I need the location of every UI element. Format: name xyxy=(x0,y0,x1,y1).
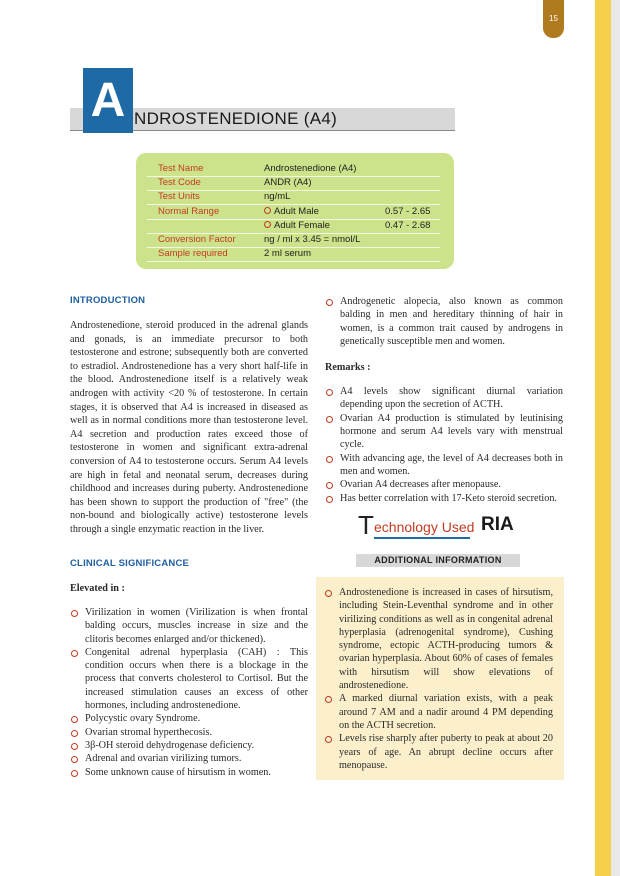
page-edge xyxy=(611,0,620,876)
list-item xyxy=(325,452,563,479)
list-item-text: 3β-OH steroid dehydrogenase deficiency. xyxy=(85,739,255,751)
right-column-top xyxy=(325,295,563,505)
bullet-icon xyxy=(71,743,78,750)
elevated-label: Elevated in : xyxy=(70,583,125,594)
title-initial: A xyxy=(83,68,133,133)
introduction-text: Androstenedione, steroid produced in the adrenal glands and gonads, is an immediate precursor to both testosterone and estrone; subsequently both are converted to estradiol. Androstenedione has a very short half-life in the blood. Androstenedione itself is a relatively weak androgen with activity <20 % of testosterone. In certain stages, it is observed that A4 is increased in diseased as well as in normal conditions more than testosterone level. A4 secretion and production rates exceed those of testosterone in women and significant extra-adrenal conversion of A4 to testosterone occurs. Serum A4 levels are high in fetal and neonatal serum, decreases during childhood and increases during puberty. Androstenedione has been shown to support the production of "free" (the non-bound and biologically active) testosterone levels through a single enzymatic reaction in the liver. xyxy=(70,320,308,535)
technology-initial: T xyxy=(358,510,374,540)
list-item xyxy=(325,412,563,452)
list-item xyxy=(70,712,308,725)
list-item xyxy=(70,739,308,752)
info-key: Normal Range xyxy=(158,205,220,217)
page-number: 15 xyxy=(543,0,564,38)
list-item xyxy=(70,646,308,712)
info-row xyxy=(147,219,440,234)
clinical-heading: CLINICAL SIGNIFICANCE xyxy=(70,558,190,569)
additional-heading: ADDITIONAL INFORMATION xyxy=(356,554,520,567)
remarks-list xyxy=(325,385,563,505)
list-item-text: Levels rise sharply after puberty to peak at about 20 years of age. An abrupt decline occurs after menopause. xyxy=(339,733,553,771)
list-item xyxy=(324,732,553,772)
bullet-icon xyxy=(326,456,333,463)
info-key: Sample required xyxy=(158,248,228,260)
bullet-icon xyxy=(71,610,78,617)
bullet-icon xyxy=(264,221,271,228)
introduction-heading: INTRODUCTION xyxy=(70,295,146,306)
technology-value: RIA xyxy=(481,514,514,535)
list-item xyxy=(325,295,563,348)
info-key: Test Units xyxy=(158,191,200,203)
info-key: Test Name xyxy=(158,163,204,174)
list-item-text: Ovarian A4 decreases after menopause. xyxy=(340,479,501,491)
bullet-icon xyxy=(264,207,271,214)
bullet-icon xyxy=(326,416,333,423)
list-item-text: A4 levels show significant diurnal variation depending upon the secretion of ACTH. xyxy=(340,386,563,411)
bullet-icon xyxy=(325,590,332,597)
info-value: Androstenedione (A4) xyxy=(264,163,357,174)
introduction-section xyxy=(70,295,308,537)
list-item xyxy=(70,752,308,765)
bullet-icon xyxy=(71,650,78,657)
bullet-icon xyxy=(325,736,332,743)
technology-label: echnology Used xyxy=(374,519,475,535)
list-item xyxy=(324,692,553,732)
bullet-icon xyxy=(325,696,332,703)
list-item-text: Has better correlation with 17-Keto steroid secretion. xyxy=(340,492,557,504)
list-item-text: Ovarian A4 production is stimulated by leutinising hormone and serum A4 levels vary with menstrual cycle. xyxy=(340,412,563,451)
list-item-text: A marked diurnal variation exists, with a peak around 7 AM and a nadir around 4 PM depending on the ACTH secretion. xyxy=(339,693,553,731)
list-item xyxy=(325,492,563,505)
info-key: Test Code xyxy=(158,177,201,189)
bullet-icon xyxy=(326,389,333,396)
info-row xyxy=(147,205,440,220)
info-row xyxy=(147,247,440,262)
page-title: NDROSTENEDIONE (A4) xyxy=(134,109,338,128)
list-item-text: Some unknown cause of hirsutism in women. xyxy=(85,766,271,778)
remarks-label: Remarks : xyxy=(325,362,371,374)
info-range-value: 0.57 - 2.65 xyxy=(385,205,431,217)
bullet-icon xyxy=(326,482,333,489)
bullet-icon xyxy=(326,496,333,503)
additional-info-box xyxy=(316,577,564,780)
list-item-text: Congenital adrenal hyperplasia (CAH) : This condition occurs when there is a blockage in the process that converts cholesterol to Cortisol. But the increased stimulation causes an excess of other hormones, including androstenedione. xyxy=(85,646,308,712)
info-value: ng/mL xyxy=(264,191,291,203)
info-value: 2 ml serum xyxy=(264,248,311,260)
info-value-text: Adult Female xyxy=(274,219,330,231)
elevated-list xyxy=(70,606,308,779)
info-row xyxy=(147,233,440,248)
list-item-text: With advancing age, the level of A4 decreases both in men and women. xyxy=(340,452,563,477)
bullet-icon xyxy=(71,730,78,737)
bullet-icon xyxy=(326,299,333,306)
info-range-value: 0.47 - 2.68 xyxy=(385,219,431,231)
info-value: ng / ml x 3.45 = nmol/L xyxy=(264,234,361,245)
list-item xyxy=(325,478,563,491)
info-row xyxy=(147,190,440,205)
list-item xyxy=(325,385,563,412)
bullet-icon xyxy=(71,770,78,777)
info-value-text: Adult Male xyxy=(274,205,319,217)
list-item-text: Adrenal and ovarian virilizing tumors. xyxy=(85,753,242,765)
list-item-text: Virilization in women (Virilization is when frontal balding occurs, muscles increase in size and the clitoris becomes enlarged and/or thickened). xyxy=(85,607,308,645)
list-item-text: Ovarian stromal hyperthecosis. xyxy=(85,726,213,738)
alopecia-list xyxy=(325,295,563,348)
clinical-section xyxy=(70,558,308,779)
info-key: Conversion Factor xyxy=(158,234,236,245)
list-item-text: Polycystic ovary Syndrome. xyxy=(85,713,201,725)
info-value xyxy=(264,219,330,233)
list-item xyxy=(70,606,308,646)
info-value xyxy=(264,205,319,219)
additional-list xyxy=(324,586,553,772)
info-row xyxy=(147,162,440,177)
bullet-icon xyxy=(71,716,78,723)
list-item xyxy=(70,766,308,779)
list-item-text: Androstenedione is increased in cases of hirsutism, including Stein-Leventhal syndrome and in other virilizing conditions as well as in congenital adrenal hyperplasia (adrenogenital syndrome), Cushing syndrome, ectopic ACTH-producing tumors & ovarian hyperplasia. About 60% of cases of females with hirsutism will show elevations of androstenedione. xyxy=(339,587,553,692)
list-item xyxy=(70,726,308,739)
list-item-text: Androgenetic alopecia, also known as common balding in men and hereditary thinning of hair in women, is a common trait caused by androgens in genetically susceptible men and women. xyxy=(340,296,563,347)
info-row xyxy=(147,176,440,191)
technology-underline xyxy=(374,537,470,539)
info-value: ANDR (A4) xyxy=(264,177,312,189)
list-item xyxy=(324,586,553,692)
bullet-icon xyxy=(71,756,78,763)
